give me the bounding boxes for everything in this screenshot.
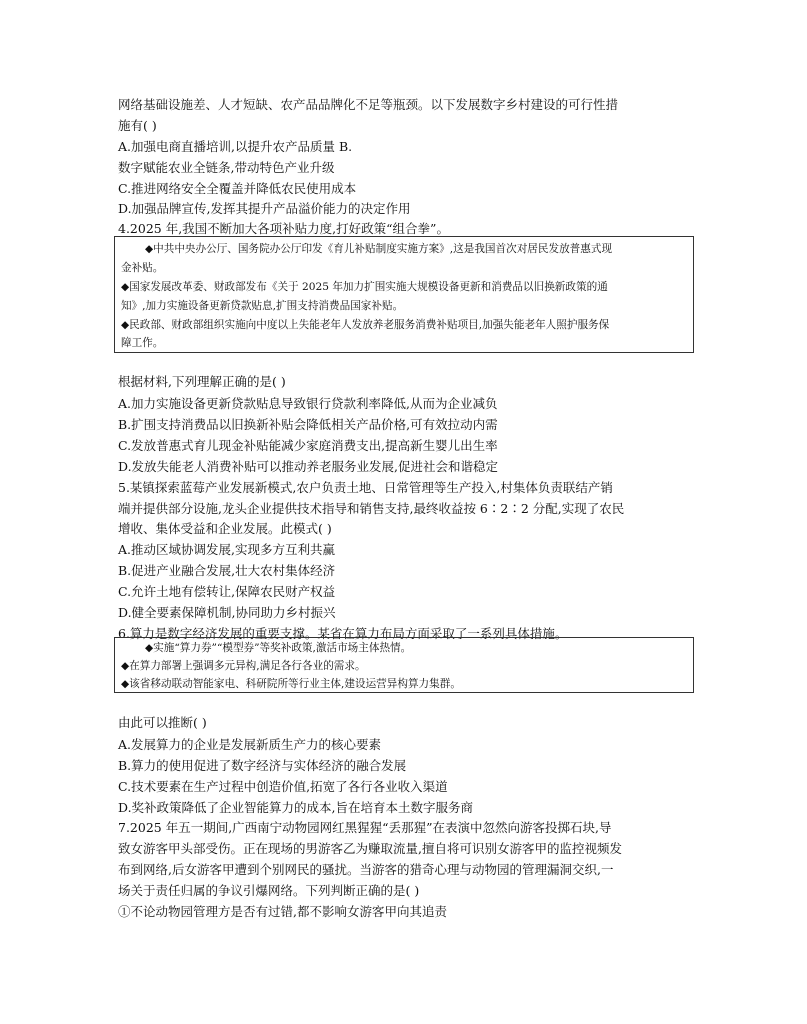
q3-stem-line-2: 施有( ) xyxy=(118,118,157,133)
q4-material-line-3: ◆国家发展改革委、财政部发布《关于 2025 年加力扩围实施大规模设备更新和消费品以旧换新政策的通 xyxy=(121,281,608,293)
q4-material-line-4: 知》,加力实施设备更新贷款贴息,扩围支持消费品国家补贴。 xyxy=(121,300,404,312)
q3-option-d: D.加强品牌宣传,发挥其提升产品溢价能力的决定作用 xyxy=(118,201,411,216)
q5-stem-line-2: 端并提供部分设施,龙头企业提供技术指导和销售支持,最终收益按 6∶2∶2 分配,实现了农民 xyxy=(118,501,625,516)
q6-question: 由此可以推断( ) xyxy=(118,715,207,730)
q6-option-c: C.技术要素在生产过程中创造价值,拓宽了各行各业收入渠道 xyxy=(118,779,448,794)
q4-material-line-5: ◆民政部、财政部组织实施向中度以上失能老年人发放养老服务消费补贴项目,加强失能老年人照护服务保 xyxy=(121,319,610,331)
q6-option-b: B.算力的使用促进了数字经济与实体经济的融合发展 xyxy=(118,758,407,773)
q6-option-a: A.发展算力的企业是发展新质生产力的核心要素 xyxy=(118,737,382,752)
q5-stem-line-3: 增收、集体受益和企业发展。此模式( ) xyxy=(118,521,332,536)
q3-option-a: A.加强电商直播培训,以提升农产品质量 B. xyxy=(118,139,353,154)
q5-option-a: A.推动区域协调发展,实现多方互利共赢 xyxy=(118,542,335,557)
q4-option-d: D.发放失能老人消费补贴可以推动养老服务业发展,促进社会和谐稳定 xyxy=(118,459,499,474)
q6-option-d: D.奖补政策降低了企业智能算力的成本,旨在培育本土数字服务商 xyxy=(118,800,474,815)
q4-question: 根据材料,下列理解正确的是( ) xyxy=(118,374,286,389)
q6-material-box xyxy=(114,637,694,693)
q4-material-box xyxy=(114,236,694,353)
q7-stem-line-4: 场关于责任归属的争议引爆网络。下列判断正确的是( ) xyxy=(118,883,420,898)
q3-stem-line-1: 网络基础设施差、人才短缺、农产品品牌化不足等瓶颈。以下发展数字乡村建设的可行性措 xyxy=(118,97,619,112)
q6-material-line-1: ◆实施“算力券”“模型券”等奖补政策,激活市场主体热情。 xyxy=(145,642,412,654)
q5-stem-line-1: 5.某镇探索蓝莓产业发展新模式,农户负责土地、日常管理等生产投入,村集体负责联结产销 xyxy=(118,480,613,495)
q7-stem-line-2: 致女游客甲头部受伤。正在现场的男游客乙为赚取流量,擅自将可识别女游客甲的监控视频发 xyxy=(118,841,622,856)
q4-material-line-1: ◆中共中央办公厅、国务院办公厅印发《育儿补贴制度实施方案》,这是我国首次对居民发放普惠式现 xyxy=(145,243,613,255)
q4-option-c: C.发放普惠式育儿现金补贴能减少家庭消费支出,提高新生婴儿出生率 xyxy=(118,438,498,453)
q4-stem: 4.2025 年,我国不断加大各项补贴力度,打好政策“组合拳”。 xyxy=(118,221,449,236)
q5-option-d: D.健全要素保障机制,协同助力乡村振兴 xyxy=(118,605,336,620)
q7-stem-line-1: 7.2025 年五一期间,广西南宁动物园网红黑猩猩“丢那猩”在表演中忽然向游客投掷石块,导 xyxy=(118,820,612,835)
q4-option-a: A.加力实施设备更新贷款贴息导致银行贷款利率降低,从而为企业减负 xyxy=(118,396,498,411)
q6-material-line-3: ◆该省移动联动智能家电、科研院所等行业主体,建设运营异构算力集群。 xyxy=(121,678,461,690)
q7-stem-line-3: 布到网络,后女游客甲遭到个别网民的骚扰。当游客的猎奇心理与动物园的管理漏洞交织,一 xyxy=(118,862,614,877)
q6-material-line-2: ◆在算力部署上强调多元异构,满足各行各业的需求。 xyxy=(121,660,366,672)
q4-material-line-6: 障工作。 xyxy=(121,337,164,349)
q6-stem: 6.算力是数字经济发展的重要支撑。某省在算力布局方面采取了一系列具体措施。 xyxy=(118,626,568,641)
q3-option-b-continued: 数字赋能农业全链条,带动特色产业升级 xyxy=(118,160,335,175)
q5-option-c: C.允许土地有偿转让,保障农民财产权益 xyxy=(118,584,336,599)
q5-option-b: B.促进产业融合发展,壮大农村集体经济 xyxy=(118,563,336,578)
q7-statement-1: ①不论动物园管理方是否有过错,都不影响女游客甲向其追责 xyxy=(118,904,447,919)
q4-option-b: B.扩围支持消费品以旧换新补贴会降低相关产品价格,可有效拉动内需 xyxy=(118,417,498,432)
q3-option-c: C.推进网络安全全覆盖并降低农民使用成本 xyxy=(118,181,357,196)
q4-material-line-2: 金补贴。 xyxy=(121,262,164,274)
